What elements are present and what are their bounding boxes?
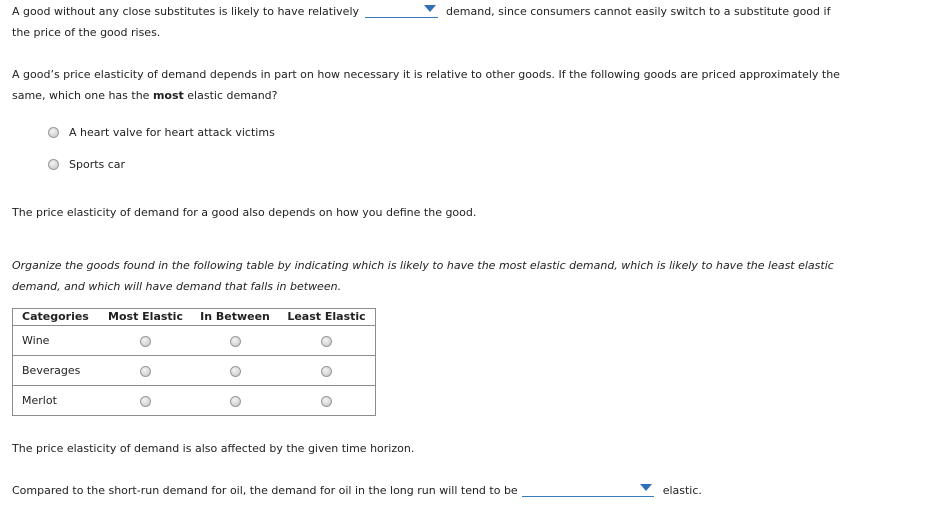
cell-wine-most xyxy=(99,326,192,356)
table-instructions-text: Organize the goods found in the following table by indicating which is likely to have the most elastic demand, which is likely to have the least elastic demand, and which will have demand that falls in between. xyxy=(12,259,834,293)
header-least-elastic: Least Elastic xyxy=(278,309,376,326)
question-oil xyxy=(12,480,912,501)
question-necessity-text-end: elastic demand? xyxy=(187,89,278,102)
question-oil-text-after: elastic. xyxy=(662,484,702,497)
table-row xyxy=(13,386,376,416)
cell-wine-between xyxy=(192,326,278,356)
merlot-in-between-radio[interactable] xyxy=(230,396,241,407)
sports-car-radio[interactable] xyxy=(48,159,59,170)
table-row xyxy=(13,326,376,356)
option-sports-car-label: Sports car xyxy=(69,158,126,171)
chevron-down-icon xyxy=(424,5,436,12)
question-oil-text-before: Compared to the short-run demand for oil, the demand for oil in the long run will tend to be xyxy=(12,484,518,497)
definition-note: The price elasticity of demand for a good also depends on how you define the good. xyxy=(12,206,477,219)
header-most-elastic: Most Elastic xyxy=(99,309,192,326)
cell-merlot-most xyxy=(99,386,192,416)
header-in-between: In Between xyxy=(192,309,278,326)
wine-least-elastic-radio[interactable] xyxy=(321,336,332,347)
cell-merlot-between xyxy=(192,386,278,416)
row-label-wine: Wine xyxy=(13,326,100,356)
beverages-least-elastic-radio[interactable] xyxy=(321,366,332,377)
wine-in-between-radio[interactable] xyxy=(230,336,241,347)
table-row xyxy=(13,356,376,386)
cell-beverages-most xyxy=(99,356,192,386)
question-substitutes xyxy=(12,1,842,43)
cell-merlot-least xyxy=(278,386,376,416)
option-sports-car[interactable] xyxy=(48,157,125,173)
table-instructions xyxy=(12,255,842,297)
cell-wine-least xyxy=(278,326,376,356)
merlot-least-elastic-radio[interactable] xyxy=(321,396,332,407)
heart-valve-radio[interactable] xyxy=(48,127,59,138)
substitutes-elasticity-dropdown[interactable] xyxy=(365,1,438,18)
row-label-beverages: Beverages xyxy=(13,356,100,386)
beverages-in-between-radio[interactable] xyxy=(230,366,241,377)
row-label-merlot: Merlot xyxy=(13,386,100,416)
oil-elasticity-dropdown[interactable] xyxy=(522,480,654,497)
elasticity-table xyxy=(12,308,376,416)
option-heart-valve-label: A heart valve for heart attack victims xyxy=(69,126,275,139)
question-substitutes-text-after: demand, since consumers cannot easily switch to a substitute good if the price of the good rises. xyxy=(12,5,831,39)
question-necessity-emphasis: most xyxy=(152,89,184,102)
beverages-most-elastic-radio[interactable] xyxy=(140,366,151,377)
time-horizon-note: The price elasticity of demand is also affected by the given time horizon. xyxy=(12,442,415,455)
cell-beverages-least xyxy=(278,356,376,386)
cell-beverages-between xyxy=(192,356,278,386)
header-categories: Categories xyxy=(13,309,100,326)
chevron-down-icon xyxy=(640,484,652,491)
question-necessity xyxy=(12,64,842,106)
merlot-most-elastic-radio[interactable] xyxy=(140,396,151,407)
wine-most-elastic-radio[interactable] xyxy=(140,336,151,347)
table-header-row xyxy=(13,309,376,326)
option-heart-valve[interactable] xyxy=(48,125,275,141)
question-substitutes-text-before: A good without any close substitutes is likely to have relatively xyxy=(12,5,360,18)
question-necessity-text: A good’s price elasticity of demand depends in part on how necessary it is relative to other goods. If the following goods are priced approximately the same, which one has the xyxy=(12,68,840,102)
